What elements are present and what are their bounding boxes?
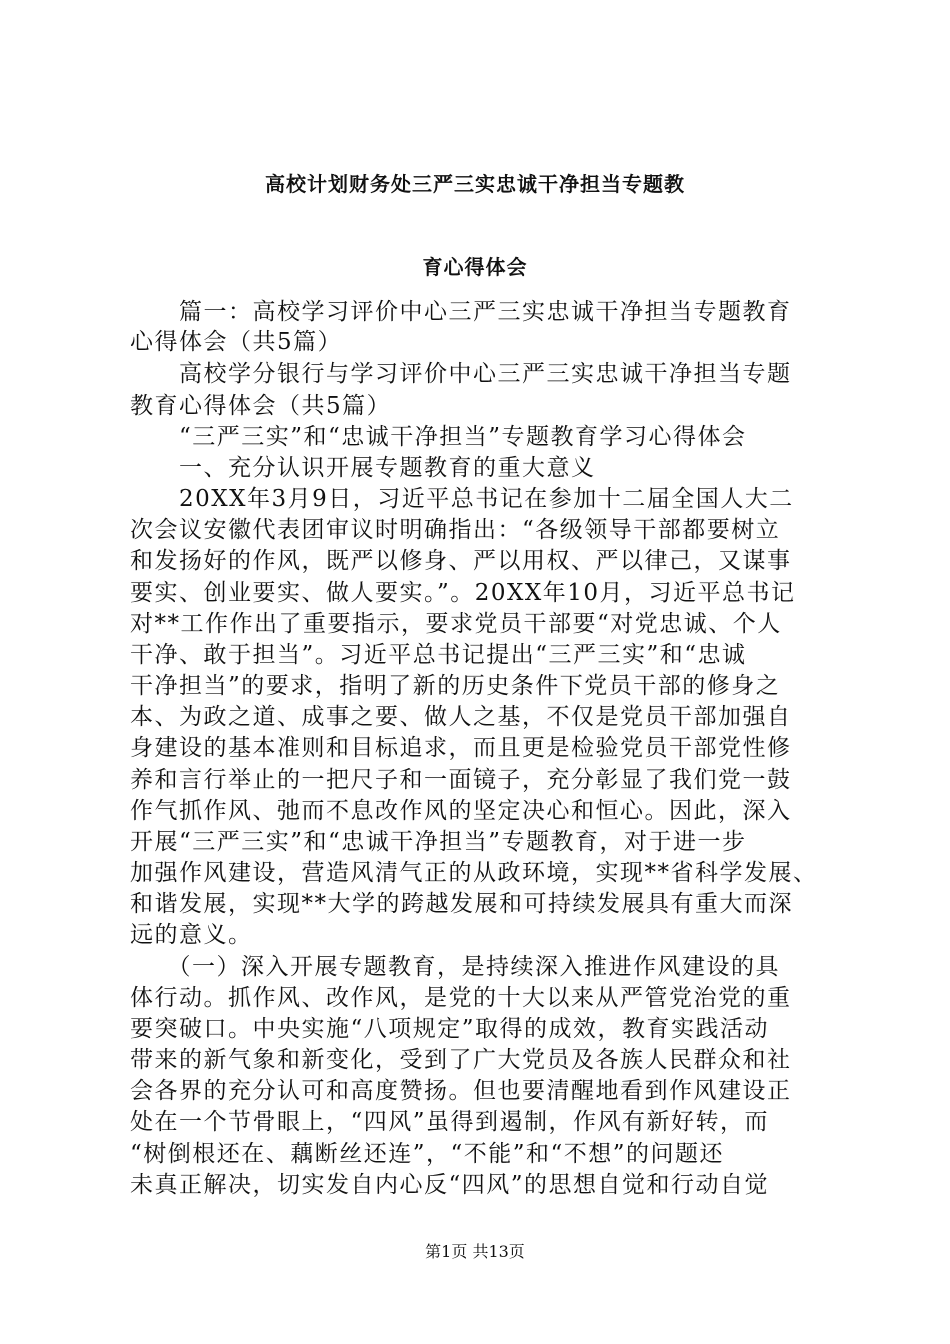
body-line: 体行动。抓作风、改作风，是党的十大以来从严管党治党的重 bbox=[130, 985, 792, 1011]
body-line: 要突破口。中央实施“八项规定”取得的成效，教育实践活动 bbox=[130, 1016, 770, 1042]
body-line: 加强作风建设，营造风清气正的从政环境，实现**省科学发展、 bbox=[130, 860, 818, 886]
body-line: 对**工作作出了重要指示，要求党员干部要“对党忠诚、个人 bbox=[130, 611, 782, 637]
body-line: 作气抓作风、弛而不息改作风的坚定决心和恒心。因此，深入 bbox=[130, 798, 792, 824]
body-line: 带来的新气象和新变化，受到了广大党员及各族人民群众和社 bbox=[130, 1047, 792, 1073]
body-line: 开展“三严三实”和“忠诚干净担当”专题教育，对于进一步 bbox=[130, 829, 747, 855]
body-line: 20XX年3月9日，习近平总书记在参加十二届全国人大二 bbox=[130, 486, 794, 512]
page-footer: 第1页 共13页 bbox=[425, 1242, 525, 1261]
body-line: “三严三实”和“忠诚干净担当”专题教育学习心得体会 bbox=[130, 424, 747, 450]
body-line: 要实、创业要实、做人要实。”。20XX年10月，习近平总书记 bbox=[130, 580, 796, 606]
body-line: 篇一：高校学习评价中心三严三实忠诚干净担当专题教育 bbox=[130, 299, 792, 325]
body-line: 次会议安徽代表团审议时明确指出：“各级领导干部都要树立 bbox=[130, 517, 781, 543]
body-line: 和谐发展，实现**大学的跨越发展和可持续发展具有重大而深 bbox=[130, 891, 793, 917]
body-line: 高校学分银行与学习评价中心三严三实忠诚干净担当专题 bbox=[130, 361, 792, 387]
document-title-line-2: 育心得体会 bbox=[422, 255, 528, 279]
body-line: 教育心得体会（共5篇） bbox=[130, 393, 392, 419]
body-line: 本、为政之道、成事之要、做人之基，不仅是党员干部加强自 bbox=[130, 704, 792, 730]
document-title-line-1: 高校计划财务处三严三实忠诚干净担当专题教 bbox=[265, 172, 685, 196]
body-line: 会各界的充分认可和高度赞扬。但也要清醒地看到作风建设正 bbox=[130, 1078, 792, 1104]
body-line: 心得体会（共5篇） bbox=[130, 329, 343, 355]
body-line: 一、充分认识开展专题教育的重大意义 bbox=[130, 455, 596, 481]
body-line: 养和言行举止的一把尺子和一面镜子，充分彰显了我们党一鼓 bbox=[130, 767, 792, 793]
body-line: 身建设的基本准则和目标追求，而且更是检验党员干部党性修 bbox=[130, 735, 792, 761]
body-line: 处在一个节骨眼上，“四风”虽得到遏制，作风有新好转，而 bbox=[130, 1109, 770, 1135]
body-line: （一）深入开展专题教育，是持续深入推进作风建设的具 bbox=[130, 954, 780, 980]
body-line: 和发扬好的作风，既严以修身、严以用权、严以律己，又谋事 bbox=[130, 548, 792, 574]
body-line: 未真正解决，切实发自内心反“四风”的思想自觉和行动自觉 bbox=[130, 1172, 770, 1198]
body-line: 干净担当”的要求，指明了新的历史条件下党员干部的修身之 bbox=[130, 673, 781, 699]
body-line: 远的意义。 bbox=[130, 922, 253, 948]
body-line: 干净、敢于担当”。习近平总书记提出“三严三实”和“忠诚 bbox=[130, 642, 747, 668]
body-line: “树倒根还在、藕断丝还连”，“不能”和“不想”的问题还 bbox=[130, 1141, 725, 1167]
